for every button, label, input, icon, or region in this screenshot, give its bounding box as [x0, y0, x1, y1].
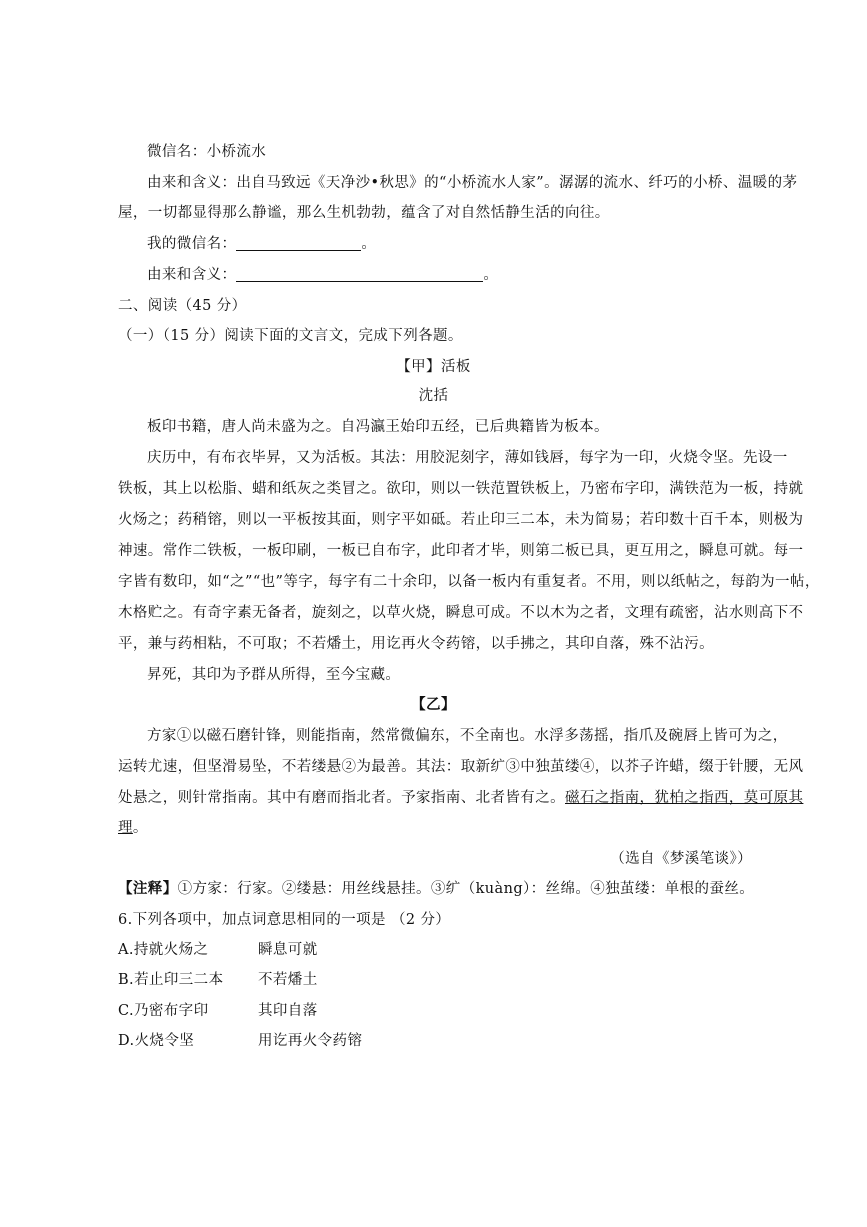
option-d-right: 用讫再火令药镕	[258, 1033, 363, 1049]
jia-paragraph3: 昇死，其印为予群从所得，至今宝藏。	[147, 667, 401, 683]
option-d[interactable]	[118, 1031, 518, 1051]
yi-line1: 方家①以磁石磨针锋，则能指南，然常微偏东，不全南也。水浮多荡摇，指爪及碗唇上皆可为之，	[147, 728, 788, 744]
jia-p2-line7: 平，兼与药相粘，不可取；不若燔土，用讫再火令药镕，以手拂之，其印自落，殊不沾污。	[118, 636, 714, 652]
part1-intro: （一）（15 分）阅读下面的文言文，完成下列各题。	[118, 328, 463, 344]
option-a-left: A.持就火炀之	[118, 942, 209, 958]
my-origin-label: 由来和含义：	[147, 267, 237, 283]
reading-heading: 二、阅读（45 分）	[118, 298, 247, 314]
option-b[interactable]	[118, 970, 518, 990]
question-stem: 6.下列各项中，加点词意思相同的一项是 （2 分）	[118, 912, 451, 928]
option-a[interactable]	[118, 940, 518, 960]
my-wechat-name-end: 。	[361, 236, 377, 252]
option-c[interactable]	[118, 1001, 518, 1021]
yi-line2: 运转尤速，但坚滑易坠，不若缕悬②为最善。其法：取新纩③中独茧缕④，以芥子许蜡，缀于针腰，无风	[118, 759, 804, 775]
my-wechat-name-label: 我的微信名：	[147, 236, 237, 252]
option-b-left: B.若止印三二本	[118, 972, 224, 988]
yi-line3	[118, 788, 803, 808]
yi-line4-end: 。	[132, 820, 148, 836]
yi-title: 【乙】	[411, 696, 456, 713]
my-wechat-name-row	[147, 234, 376, 254]
jia-p2-line2: 铁板，其上以松脂、蜡和纸灰之类冒之。欲印，则以一铁范置铁板上，乃密布字印，满铁范为一板，持就	[118, 481, 804, 497]
yi-source: （选自《梦溪笔谈》）	[610, 851, 752, 867]
my-origin-blank[interactable]	[236, 266, 483, 282]
option-c-left: C.乃密布字印	[118, 1003, 209, 1019]
option-d-left: D.火烧令坚	[118, 1033, 195, 1049]
jia-p2-line1: 庆历中，有布衣毕昇，又为活板。其法：用胶泥刻字，薄如钱唇，每字为一印，火烧令坚。先设一	[147, 450, 788, 466]
jia-p2-line4: 神速。常作二铁板，一板印刷，一板已自布字，此印者才毕，则第二板已具，更互用之，瞬息可就。每一	[118, 543, 804, 559]
yi-line4	[118, 818, 148, 838]
yi-line3-underlined: 磁石之指南，犹柏之指西，莫可原其	[565, 790, 804, 806]
wechat-origin-line2: 屋，一切都显得那么静谧，那么生机勃勃，蕴含了对自然恬静生活的向往。	[118, 205, 610, 221]
yi-notes	[118, 879, 754, 899]
option-c-right: 其印自落	[258, 1003, 318, 1019]
yi-notes-text: ①方家：行家。②缕悬：用丝线悬挂。③纩（kuàng）：丝绵。④独茧缕：单根的蚕丝。	[177, 881, 755, 897]
yi-notes-label: 【注释】	[118, 880, 178, 897]
jia-p2-line5: 字皆有数印，如“之”“也”等字，每字有二十余印，以备一板内有重复者。不用，则以纸帖之，每韵为一帖，	[118, 574, 820, 590]
wechat-origin-line1: 由来和含义：出自马致远《天净沙•秋思》的“小桥流水人家”。潺潺的流水、纤巧的小桥、温暖的茅	[147, 175, 798, 191]
option-a-right: 瞬息可就	[258, 942, 318, 958]
wechat-name-line: 微信名：小桥流水	[147, 144, 267, 160]
my-origin-row	[147, 265, 498, 285]
my-wechat-name-blank[interactable]	[236, 235, 361, 251]
jia-title: 【甲】活板	[396, 359, 471, 375]
yi-line4-underlined: 理	[118, 820, 133, 836]
jia-paragraph1: 板印书籍，唐人尚未盛为之。自冯瀛王始印五经，已后典籍皆为板本。	[147, 419, 609, 435]
yi-line3-plain: 处悬之，则针常指南。其中有磨而指北者。予家指南、北者皆有之。	[118, 790, 565, 806]
jia-p2-line3: 火炀之；药稍镕，则以一平板按其面，则字平如砥。若止印三二本，未为简易；若印数十百千本，则极为	[118, 512, 804, 528]
option-b-right: 不若燔土	[258, 972, 318, 988]
my-origin-end: 。	[483, 267, 499, 283]
jia-p2-line6: 木格贮之。有奇字素无备者，旋刻之，以草火烧，瞬息可成。不以木为之者，文理有疏密，沾水则高下不	[118, 605, 804, 621]
jia-author: 沈括	[418, 388, 449, 404]
